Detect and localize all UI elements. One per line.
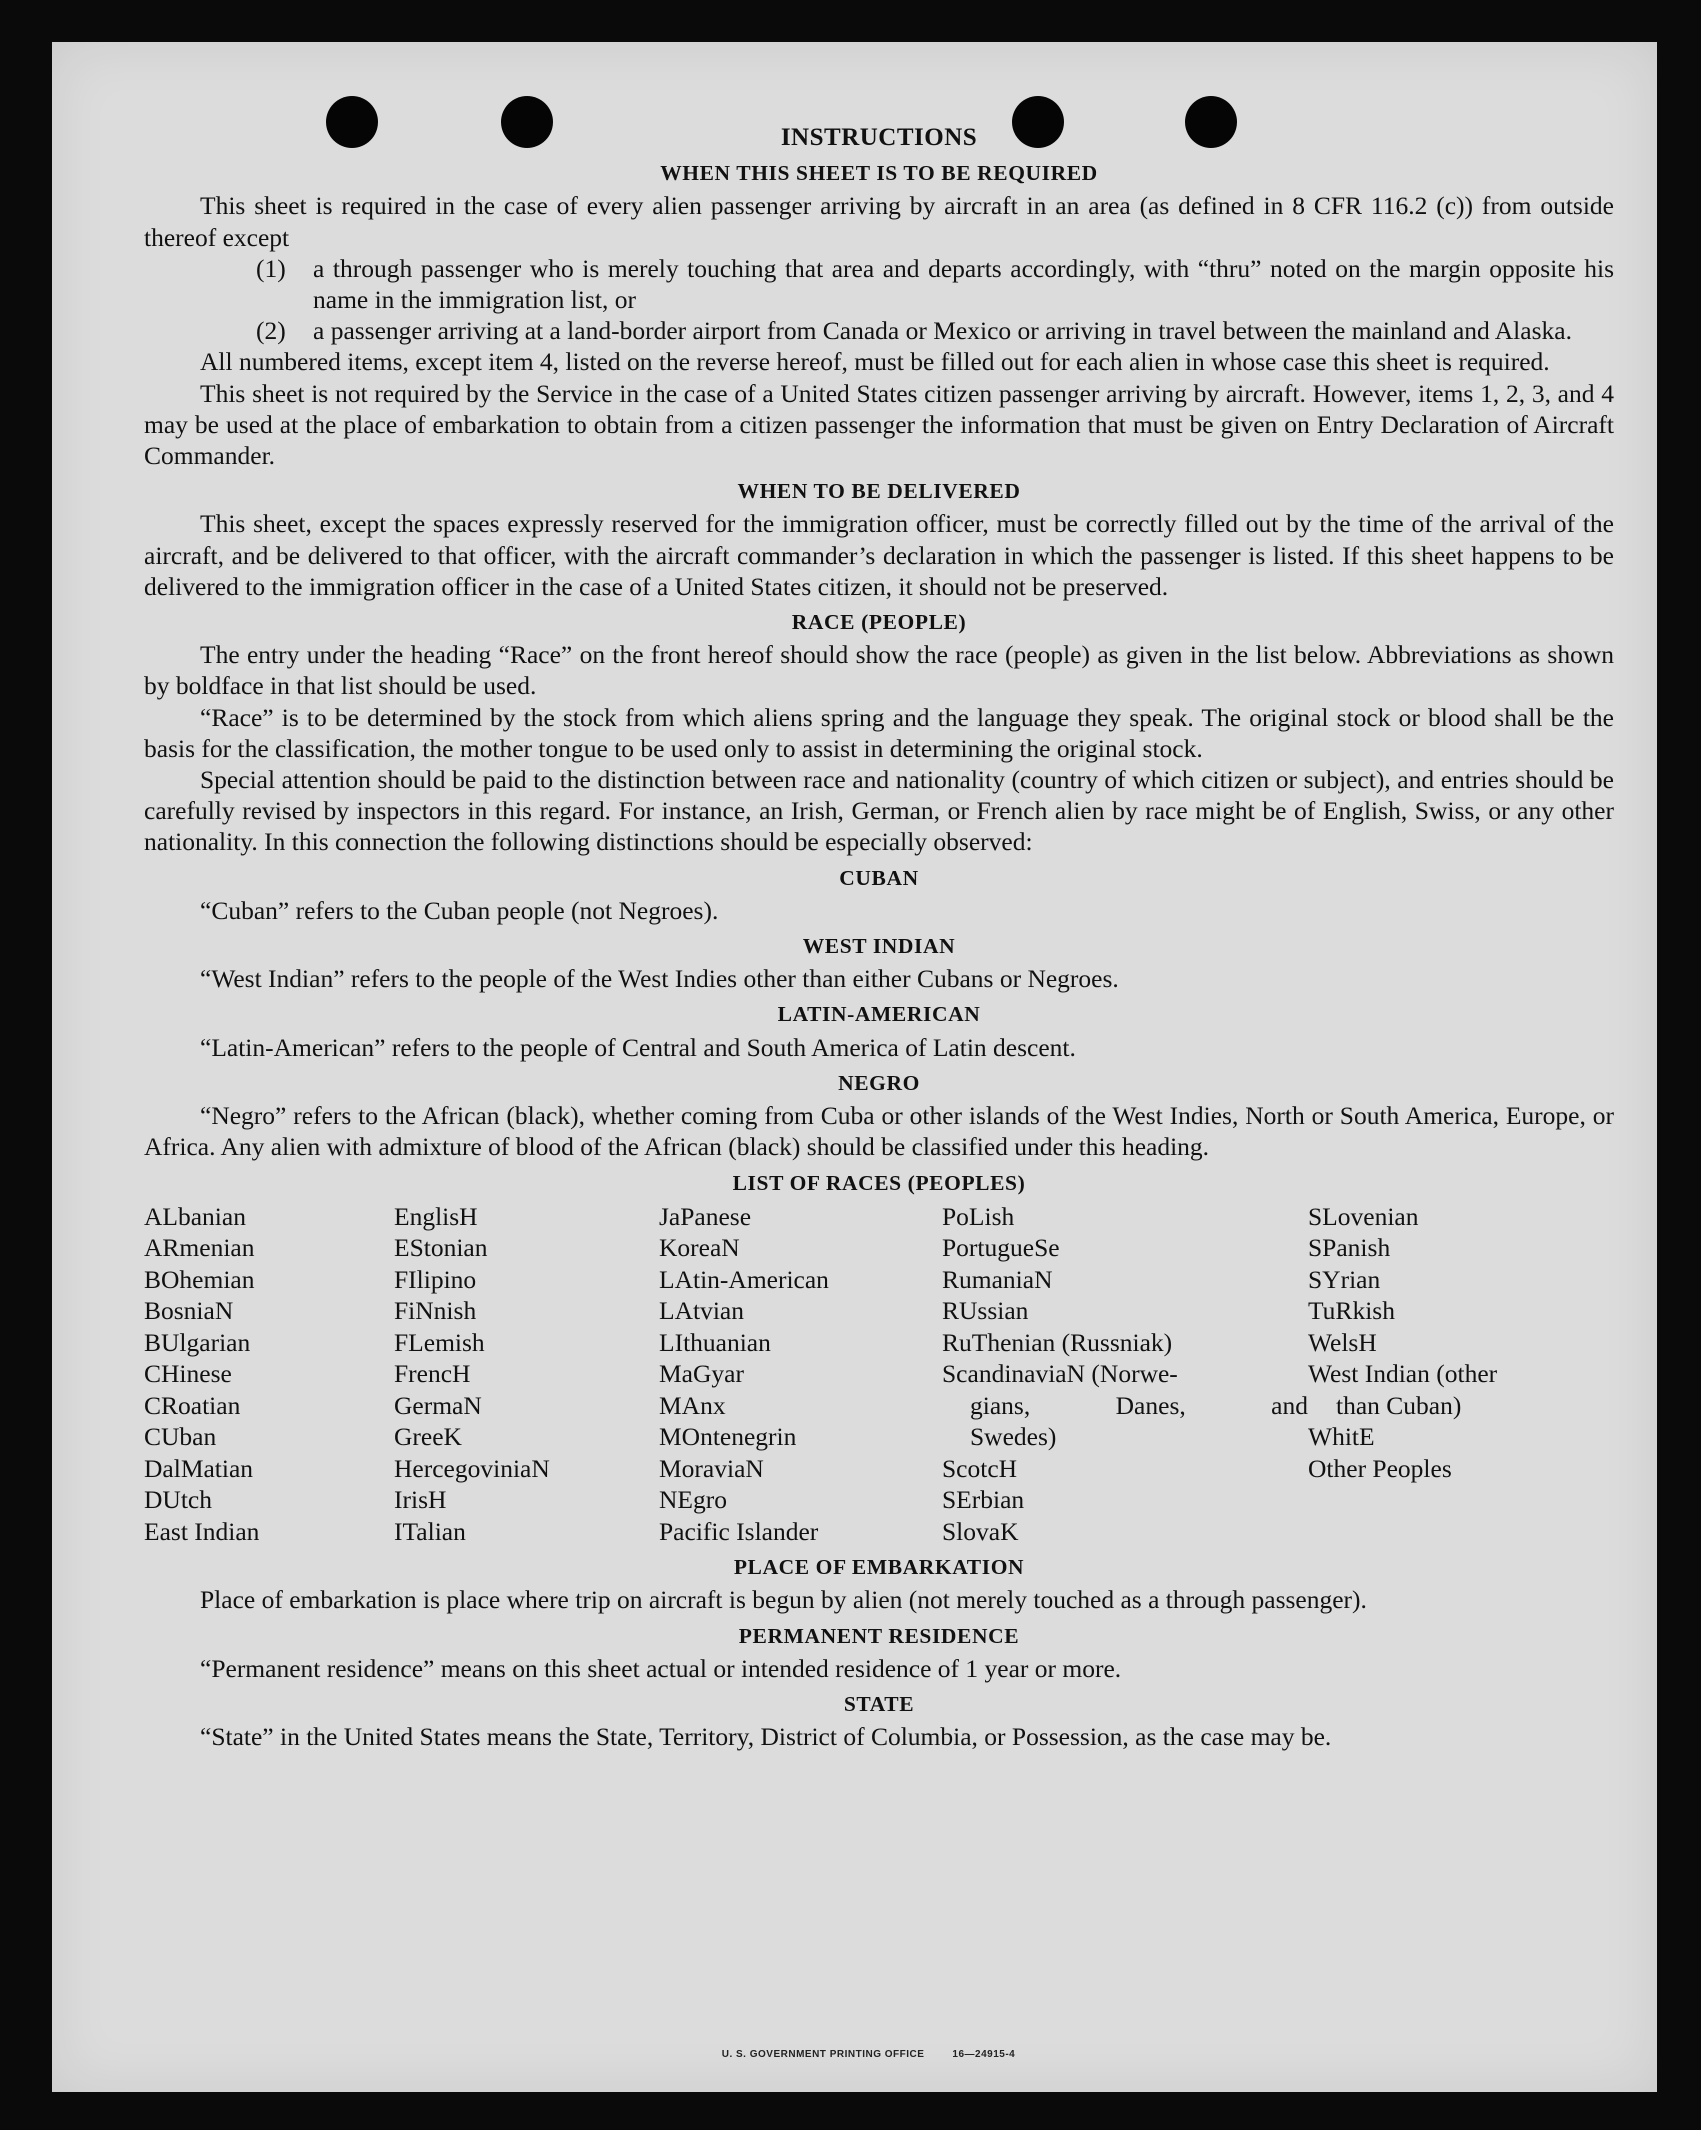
heading-when-delivered: WHEN TO BE DELIVERED — [737, 479, 1021, 504]
state-paragraph: “State” in the United States means the State, Territory, District of Columbia, or Possession, as the case may be. — [200, 1722, 1332, 1752]
race-item: ALbanian — [144, 1201, 246, 1231]
printer-imprint — [52, 2049, 1657, 2060]
race-item: MAnx — [659, 1390, 726, 1420]
residence-paragraph: “Permanent residence” means on this sheet actual or intended residence of 1 year or more. — [200, 1653, 1122, 1683]
race-item-continuation: Swedes) — [970, 1422, 1057, 1452]
instructions-body — [144, 122, 1614, 1752]
race-item: BosniaN — [144, 1296, 234, 1326]
race-item: ARmenian — [144, 1233, 255, 1263]
race-item: FiNnish — [394, 1296, 477, 1326]
item-number: (1) — [256, 253, 286, 283]
heading-place-of-embarkation: PLACE OF EMBARKATION — [733, 1555, 1025, 1580]
race-paragraph-2: “Race” is to be determined by the stock from which aliens spring and the language they speak. The original stock or blood shall be the basis for the classification, the mother tongue to be used only to assist in determining the original stock. — [144, 702, 1614, 763]
race-item: SYrian — [1308, 1264, 1381, 1294]
race-item: EStonian — [394, 1233, 488, 1263]
races-column-4 — [942, 1201, 1308, 1548]
race-item: CUban — [144, 1422, 217, 1452]
race-item: ITalian — [394, 1516, 466, 1546]
race-item: Other Peoples — [1308, 1453, 1452, 1483]
race-paragraph-1: The entry under the heading “Race” on the front hereof should show the race (people) as given in the list below. Abbreviations as shown by boldface in that list should be used. — [144, 640, 1614, 701]
race-item: EnglisH — [394, 1201, 478, 1231]
races-column-2 — [394, 1201, 659, 1548]
race-item: RUssian — [942, 1296, 1029, 1326]
race-item: MOntenegrin — [659, 1422, 797, 1452]
race-item: SLovenian — [1308, 1201, 1419, 1231]
race-item: BUlgarian — [144, 1327, 251, 1357]
race-item: East Indian — [144, 1516, 260, 1546]
race-item: SPanish — [1308, 1233, 1391, 1263]
exception-item-1 — [144, 253, 1614, 315]
race-item: KoreaN — [659, 1233, 740, 1263]
race-item: ScandinaviaN (Norwe- — [942, 1359, 1178, 1389]
form-code: 16—24915-4 — [952, 2049, 1016, 2060]
race-item: CRoatian — [144, 1390, 241, 1420]
races-column-3 — [659, 1201, 942, 1548]
race-item: PortugueSe — [942, 1233, 1060, 1263]
race-item: MoraviaN — [659, 1453, 764, 1483]
race-paragraph-3: Special attention should be paid to the distinction between race and nationality (country of which citizen or subject), and entries should be carefully revised by inspectors in this regard. For instance, an Irish, German, or French alien by race might be of English, Swiss, or any other nationality. In this connection the following distinctions should be especially observed: — [144, 765, 1614, 857]
race-item: RuThenian (Russniak) — [942, 1327, 1173, 1357]
cuban-paragraph: “Cuban” refers to the Cuban people (not Negroes). — [200, 895, 719, 925]
item-text: a through passenger who is merely touching that area and departs accordingly, with “thru” noted on the margin opposite his name in the immigration list, or — [313, 253, 1614, 315]
heading-state: STATE — [843, 1692, 915, 1717]
west-indian-paragraph: “West Indian” refers to the people of the West Indies other than either Cubans or Negroes. — [200, 964, 1119, 994]
race-item: GreeK — [394, 1422, 462, 1452]
race-item: ScotcH — [942, 1453, 1018, 1483]
race-item: SlovaK — [942, 1516, 1019, 1546]
race-item: FrencH — [394, 1359, 471, 1389]
race-item: HercegoviniaN — [394, 1453, 550, 1483]
races-list — [144, 1201, 1614, 1548]
race-item: IrisH — [394, 1485, 447, 1515]
race-item: GermaN — [394, 1390, 482, 1420]
heading-latin-american: LATIN-AMERICAN — [777, 1002, 981, 1027]
race-item-continuation: than Cuban) — [1336, 1390, 1462, 1420]
races-column-5 — [1308, 1201, 1614, 1548]
race-item-continuation: gians, Danes, and — [970, 1390, 1308, 1420]
race-item: MaGyar — [659, 1359, 744, 1389]
race-item: BOhemian — [144, 1264, 255, 1294]
embarkation-paragraph: Place of embarkation is place where trip on aircraft is begun by alien (not merely touched as a through passenger). — [200, 1585, 1367, 1615]
heading-negro: NEGRO — [838, 1070, 920, 1095]
race-item: JaPanese — [659, 1201, 752, 1231]
required-paragraph-1: This sheet is required in the case of every alien passenger arriving by aircraft in an area (as defined in 8 CFR 116.2 (c)) from outside thereof except — [144, 191, 1614, 252]
required-paragraph-2: All numbered items, except item 4, listed on the reverse hereof, must be filled out for each alien in whose case this sheet is required. — [200, 347, 1550, 377]
race-item: PoLish — [942, 1201, 1015, 1231]
required-paragraph-3: This sheet is not required by the Service in the case of a United States citizen passenger arriving by aircraft. However, items 1, 2, 3, and 4 may be used at the place of embarkation to obtain from a citizen passenger the information that must be given on Entry Declaration of Aircraft Commander. — [144, 378, 1614, 471]
printer-name: U. S. GOVERNMENT PRINTING OFFICE — [721, 2049, 925, 2060]
document-page — [52, 42, 1657, 2092]
race-item: TuRkish — [1308, 1296, 1395, 1326]
races-column-1 — [144, 1201, 394, 1548]
race-item: WhitE — [1308, 1422, 1375, 1452]
race-item: LAtin-American — [659, 1264, 829, 1294]
race-item: SErbian — [942, 1485, 1025, 1515]
heading-west-indian: WEST INDIAN — [802, 934, 956, 959]
race-item: LIthuanian — [659, 1327, 771, 1357]
heading-when-required: WHEN THIS SHEET IS TO BE REQUIRED — [660, 161, 1098, 186]
race-item: LAtvian — [659, 1296, 744, 1326]
race-item: West Indian (other — [1308, 1359, 1498, 1389]
item-text: a passenger arriving at a land-border airport from Canada or Mexico or arriving in travel between the mainland and Alaska. — [313, 316, 1572, 346]
heading-cuban: CUBAN — [839, 865, 919, 890]
latin-american-paragraph: “Latin-American” refers to the people of Central and South America of Latin descent. — [200, 1032, 1076, 1062]
item-number: (2) — [256, 316, 286, 346]
delivered-paragraph: This sheet, except the spaces expressly reserved for the immigration officer, must be correctly filled out by the time of the arrival of the aircraft, and be delivered to that officer, with the aircraft commander’s declaration in which the passenger is listed. If this sheet happens to be delivered to the immigration officer in the case of a United States citizen, it should not be preserved. — [144, 509, 1614, 601]
page-title: INSTRUCTIONS — [780, 124, 978, 151]
race-item: CHinese — [144, 1359, 232, 1389]
heading-permanent-residence: PERMANENT RESIDENCE — [738, 1623, 1020, 1648]
heading-list-of-races: LIST OF RACES (PEOPLES) — [732, 1170, 1026, 1195]
race-item: NEgro — [659, 1485, 727, 1515]
heading-race: RACE (PEOPLE) — [791, 610, 967, 635]
race-item: FIlipino — [394, 1264, 477, 1294]
race-item: WelsH — [1308, 1327, 1377, 1357]
race-item: DUtch — [144, 1485, 212, 1515]
exception-item-2 — [144, 315, 1614, 346]
race-item: DalMatian — [144, 1453, 254, 1483]
negro-paragraph: “Negro” refers to the African (black), whether coming from Cuba or other islands of the West Indies, North or South America, Europe, or Africa. Any alien with admixture of blood of the African (black) should be classified under this heading. — [144, 1101, 1614, 1162]
race-item: RumaniaN — [942, 1264, 1053, 1294]
race-item: FLemish — [394, 1327, 485, 1357]
race-item: Pacific Islander — [659, 1516, 819, 1546]
